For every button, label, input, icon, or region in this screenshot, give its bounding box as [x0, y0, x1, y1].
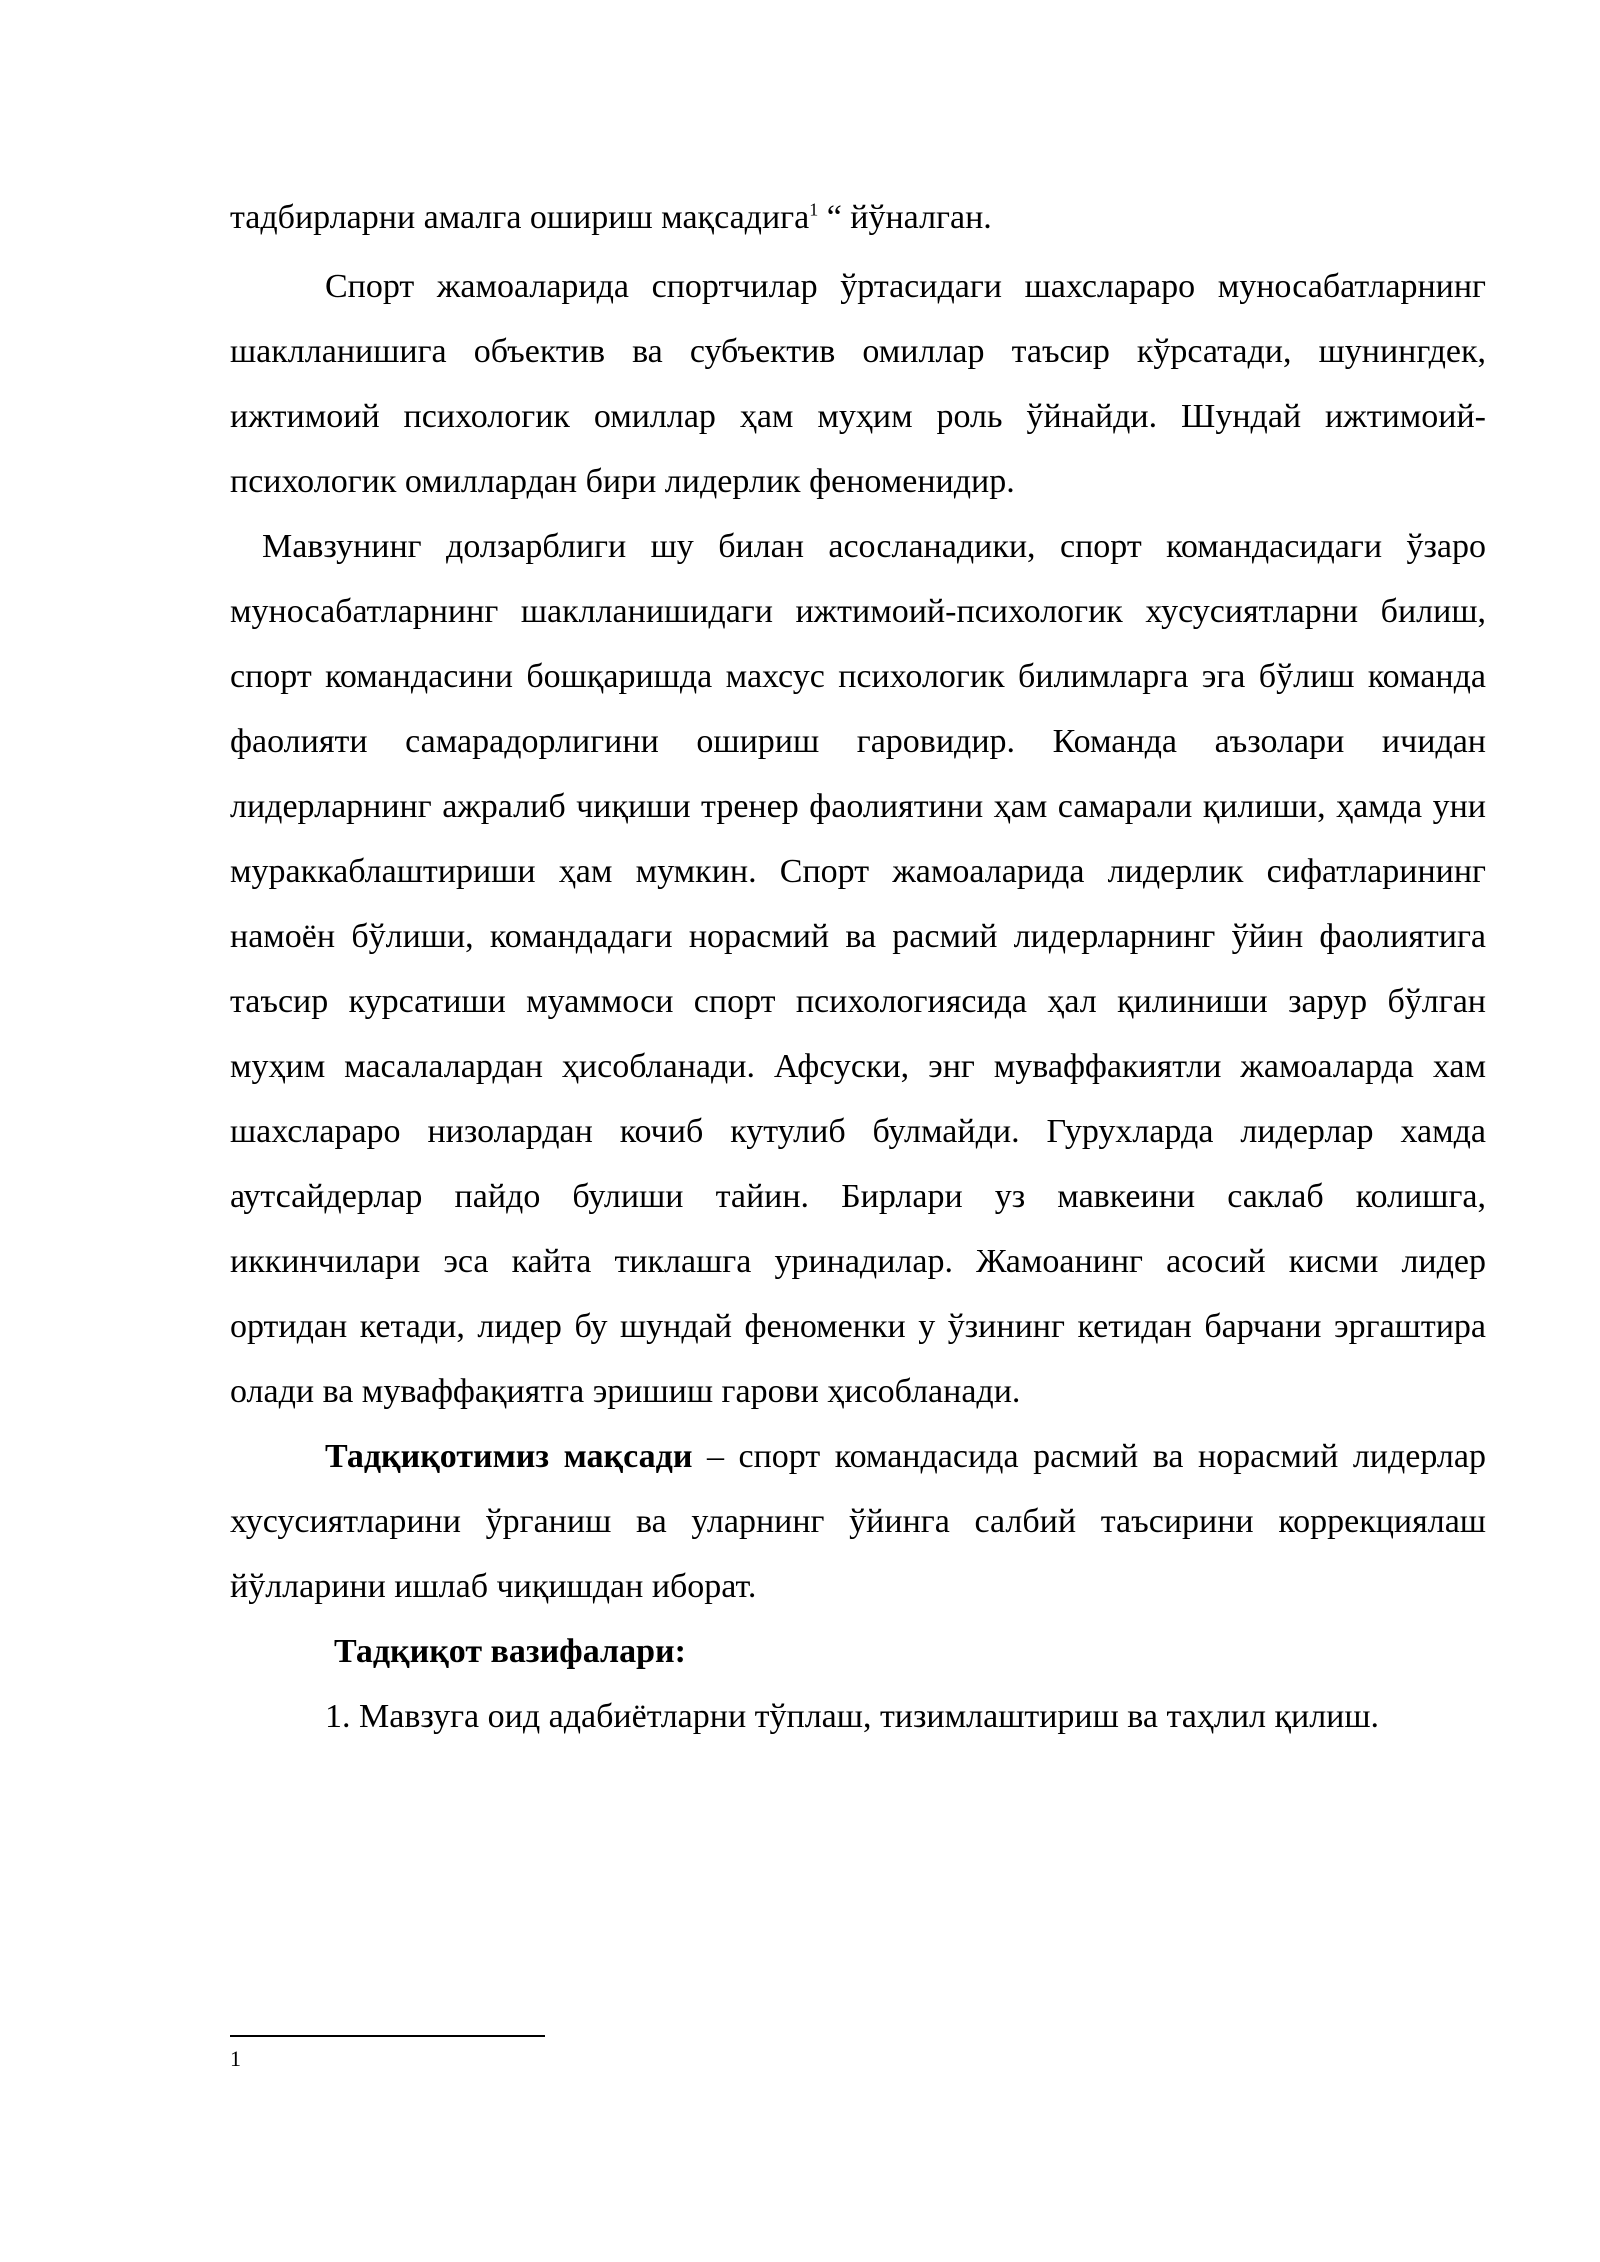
paragraph-sport-teams: Спорт жамоаларида спортчилар ўртасидаги шахслараро муносабатларнинг шаклланишига объектив ва субъектив омиллар таъсир кўрсатади, шунингдек, ижтимоий психологик омиллар ҳам муҳим роль ўйнайди. Шундай ижтимоий-психологик омиллардан бири лидерлик феноменидир. [230, 268, 1486, 500]
paragraph-text: тадбирларни амалга ошириш мақсадига [230, 199, 810, 236]
paragraph-continuation [230, 185, 1486, 250]
paragraph-research-goal [230, 1424, 1486, 1619]
footnote-separator [230, 2035, 545, 2037]
paragraph-relevance: Мавзунинг долзарблиги шу билан асосланадики, спорт командасидаги ўзаро муносабатларнинг шаклланишидаги ижтимоий-психологик хусусиятларни билиш, спорт командасини бошқаришда махсус психологик билимларга эга бўлиш команда фаолияти самарадорлигини ошириш гаровидир. Команда аъзолари ичидан лидерларнинг ажралиб чиқиши тренер фаолиятини ҳам самарали қилиши, ҳамда уни мураккаблаштириши ҳам мумкин. Спорт жамоаларида лидерлик сифатларининг намоён бўлиши, командадаги норасмий ва расмий лидерларнинг ўйин фаолиятига таъсир курсатиши муаммоси спорт психологиясида ҳал қилиниши зарур бўлган муҳим масалалардан ҳисобланади. Афсуски, энг муваффакиятли жамоаларда хам шахслараро низолардан кочиб кутулиб булмайди. Гурухларда лидерлар хамда аутсайдерлар пайдо булиши тайин. Бирлари уз мавкеини саклаб колишга, иккинчилари эса кайта тиклашга уринадилар. Жамоанинг асосий кисми лидер ортидан кетади, лидер бу шундай феноменки у ўзининг кетидан барчани эргаштира олади ва муваффақиятга эришиш гарови ҳисобланади. [230, 528, 1486, 1410]
footnote [230, 2046, 241, 2072]
research-goal-label: Тадқиқотимиз мақсади [325, 1438, 693, 1475]
paragraph-text-tail: “ йўналган. [818, 199, 992, 236]
footnote-number: 1 [230, 2046, 241, 2071]
task-item-1: 1. Мавзуга оид адабиётларни тўплаш, тизимлаштириш ва таҳлил қилиш. [325, 1698, 1380, 1735]
tasks-heading: Тадқиқот вазифалари: [334, 1633, 686, 1670]
footnote-reference[interactable]: 1 [809, 199, 819, 220]
document-page [230, 185, 1486, 1749]
research-goal-text: – спорт командасида расмий ва норасмий лидерлар хусусиятларини ўрганиш ва уларнинг ўйинга салбий таъсирини коррекциялаш йўлларини ишлаб чиқишдан иборат. [230, 1438, 1486, 1605]
